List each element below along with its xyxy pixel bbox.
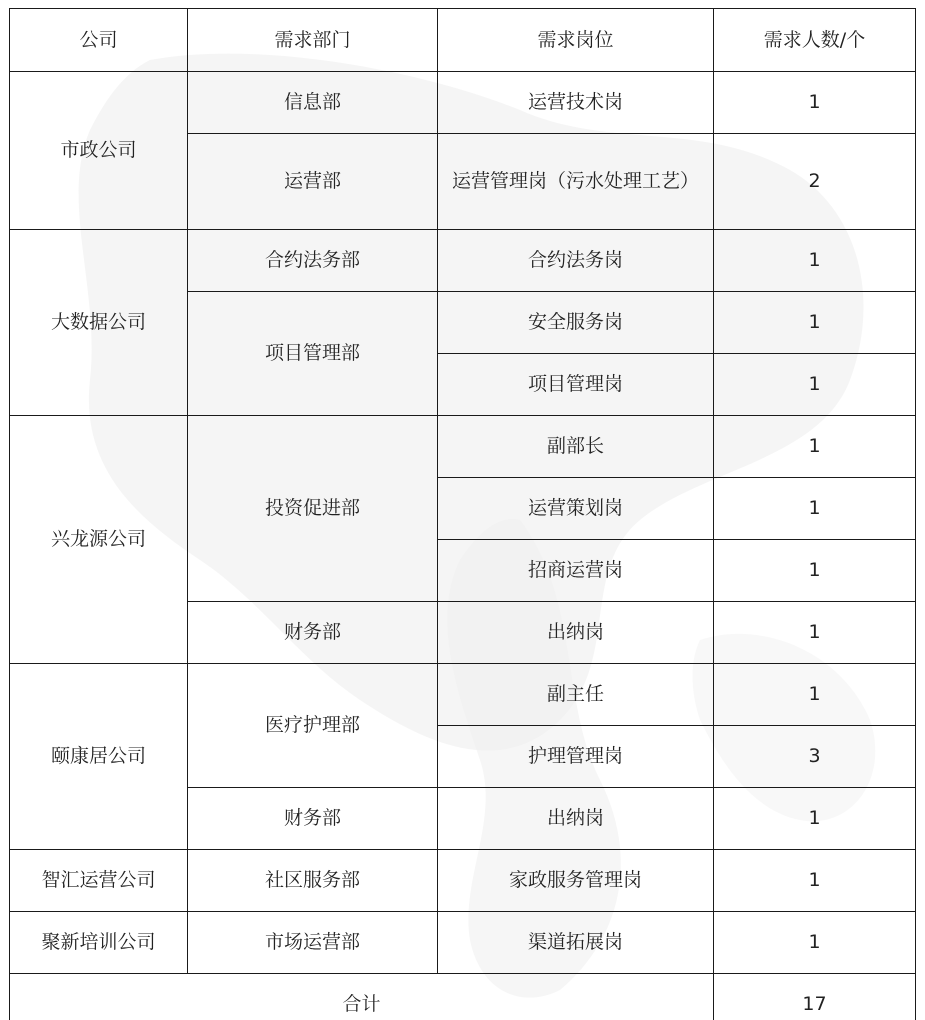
- count-cell: 1: [714, 540, 916, 602]
- header-company: 公司: [10, 9, 188, 72]
- position-cell: 运营策划岗: [438, 478, 714, 540]
- count-cell: 1: [714, 354, 916, 416]
- recruitment-table: [9, 8, 916, 1020]
- company-cell: 大数据公司: [10, 230, 188, 416]
- table-row: [10, 912, 916, 974]
- position-cell: 合约法务岗: [438, 230, 714, 292]
- recruitment-table-container: [9, 8, 916, 1020]
- department-cell: 医疗护理部: [188, 664, 438, 788]
- position-cell: 副主任: [438, 664, 714, 726]
- position-cell: 招商运营岗: [438, 540, 714, 602]
- department-cell: 投资促进部: [188, 416, 438, 602]
- department-cell: 财务部: [188, 602, 438, 664]
- count-cell: 1: [714, 292, 916, 354]
- header-position: 需求岗位: [438, 9, 714, 72]
- position-cell: 运营管理岗（污水处理工艺）: [438, 134, 714, 230]
- position-cell: 家政服务管理岗: [438, 850, 714, 912]
- position-cell: 出纳岗: [438, 602, 714, 664]
- total-row: [10, 974, 916, 1020]
- department-cell: 财务部: [188, 788, 438, 850]
- count-cell: 1: [714, 230, 916, 292]
- department-cell: 市场运营部: [188, 912, 438, 974]
- total-label: 合计: [10, 974, 714, 1020]
- header-count: 需求人数/个: [714, 9, 916, 72]
- company-cell: 智汇运营公司: [10, 850, 188, 912]
- count-cell: 1: [714, 72, 916, 134]
- department-cell: 社区服务部: [188, 850, 438, 912]
- position-cell: 护理管理岗: [438, 726, 714, 788]
- position-cell: 运营技术岗: [438, 72, 714, 134]
- count-cell: 1: [714, 416, 916, 478]
- count-cell: 3: [714, 726, 916, 788]
- table-row: [10, 850, 916, 912]
- table-row: [10, 72, 916, 134]
- count-cell: 1: [714, 602, 916, 664]
- count-cell: 1: [714, 664, 916, 726]
- total-count: 17: [714, 974, 916, 1020]
- position-cell: 项目管理岗: [438, 354, 714, 416]
- count-cell: 1: [714, 478, 916, 540]
- count-cell: 1: [714, 850, 916, 912]
- count-cell: 1: [714, 912, 916, 974]
- header-department: 需求部门: [188, 9, 438, 72]
- table-row: [10, 230, 916, 292]
- department-cell: 项目管理部: [188, 292, 438, 416]
- department-cell: 运营部: [188, 134, 438, 230]
- department-cell: 信息部: [188, 72, 438, 134]
- company-cell: 市政公司: [10, 72, 188, 230]
- company-cell: 聚新培训公司: [10, 912, 188, 974]
- position-cell: 副部长: [438, 416, 714, 478]
- count-cell: 2: [714, 134, 916, 230]
- position-cell: 安全服务岗: [438, 292, 714, 354]
- company-cell: 兴龙源公司: [10, 416, 188, 664]
- table-row: [10, 664, 916, 726]
- company-cell: 颐康居公司: [10, 664, 188, 850]
- position-cell: 出纳岗: [438, 788, 714, 850]
- table-row: [10, 416, 916, 478]
- department-cell: 合约法务部: [188, 230, 438, 292]
- position-cell: 渠道拓展岗: [438, 912, 714, 974]
- count-cell: 1: [714, 788, 916, 850]
- table-header-row: [10, 9, 916, 72]
